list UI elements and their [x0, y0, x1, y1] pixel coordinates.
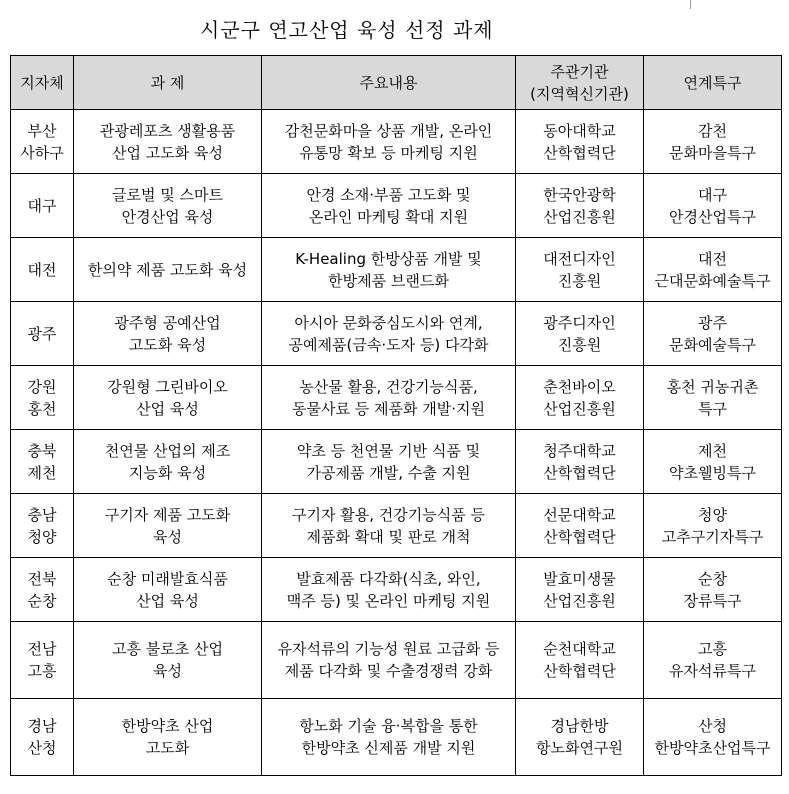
task-text: 육성: [153, 527, 182, 546]
cell-agency: [516, 174, 644, 238]
agency-text: 선문대학교: [543, 505, 616, 524]
task-text: 고도화: [145, 739, 190, 757]
cell-agency: [516, 430, 644, 494]
table-row: [11, 366, 782, 430]
region-text: 강원: [27, 377, 57, 396]
task-text: 안경산업 육성: [121, 207, 214, 226]
cell-task: [74, 430, 262, 494]
agency-text: 청주대학교: [543, 441, 616, 460]
region-text: 경남: [27, 717, 57, 735]
header-region: 지자체: [11, 56, 74, 110]
task-text: 천연물 산업의 제조: [104, 441, 231, 460]
zone-text: 대전: [698, 249, 727, 268]
zone-text: 감천: [698, 121, 727, 140]
task-text: 산업 육성: [136, 399, 199, 418]
cell-region: [11, 430, 74, 494]
header-agency-line2: (지역혁신기관): [530, 84, 629, 103]
region-text: 전북: [27, 569, 57, 588]
cell-region: [11, 366, 74, 430]
cell-region: [11, 699, 74, 776]
content-text: 한방약초 신제품 개발 지원: [301, 739, 476, 757]
region-text: 고흥: [27, 662, 57, 680]
agency-text: 산학협력단: [543, 662, 616, 680]
content-text: 발효제품 다각화(식초, 와인,: [296, 569, 481, 588]
content-text: 약초 등 천연물 기반 식품 및: [296, 441, 481, 460]
project-table: [10, 55, 782, 776]
agency-text: 산업진흥원: [543, 399, 616, 418]
cell-zone: [644, 366, 782, 430]
cell-region: [11, 558, 74, 622]
task-text: 구기자 제품 고도화: [104, 505, 231, 524]
region-text: 전남: [27, 640, 57, 658]
cell-agency: [516, 494, 644, 558]
cell-agency: [516, 238, 644, 302]
cell-content: [262, 174, 516, 238]
zone-text: 한방약초산업특구: [654, 739, 771, 757]
zone-text: 광주: [698, 313, 727, 332]
table-row: [11, 558, 782, 622]
cell-content: [262, 622, 516, 699]
zone-text: 약초웰빙특구: [669, 463, 756, 482]
task-text: 고흥 불로초 산업: [112, 640, 223, 658]
table-row: [11, 302, 782, 366]
agency-text: 산업진흥원: [543, 207, 616, 226]
cell-task: [74, 699, 262, 776]
zone-text: 고추구기자특구: [661, 527, 764, 546]
cell-task: [74, 494, 262, 558]
content-text: 맥주 등) 및 온라인 마케팅 지원: [286, 591, 491, 610]
agency-text: 산업진흥원: [543, 591, 616, 610]
table-row: [11, 622, 782, 699]
agency-text: 춘천바이오: [543, 377, 616, 396]
cell-zone: [644, 430, 782, 494]
cell-region: [11, 622, 74, 699]
agency-text: 항노화연구원: [536, 739, 623, 757]
page-title: 시군구 연고산업 육성 선정 과제: [200, 18, 494, 42]
header-agency: [516, 56, 644, 110]
header-zone: 연계특구: [644, 56, 782, 110]
content-text: 공예제품(금속·도자 등) 다각화: [288, 335, 489, 354]
cell-task: [74, 174, 262, 238]
cell-task: [74, 238, 262, 302]
agency-text: 산학협력단: [543, 143, 616, 162]
cell-agency: [516, 622, 644, 699]
region-text: 부산: [27, 121, 57, 140]
zone-text: 문화예술특구: [669, 335, 756, 354]
table-row: [11, 699, 782, 776]
region-text: 충남: [27, 505, 57, 524]
agency-text: 대전디자인: [543, 249, 616, 268]
cell-region: [11, 238, 74, 302]
task-text: 지능화 육성: [128, 463, 207, 482]
region-text: 광주: [27, 324, 57, 343]
agency-text: 경남한방: [550, 717, 609, 735]
table-row: [11, 110, 782, 174]
zone-text: 제천: [698, 441, 727, 460]
region-text: 제천: [27, 463, 57, 482]
cell-content: [262, 238, 516, 302]
cell-task: [74, 110, 262, 174]
agency-text: 산학협력단: [543, 527, 616, 546]
cell-zone: [644, 174, 782, 238]
table-row: [11, 238, 782, 302]
agency-text: 광주디자인: [543, 313, 616, 332]
region-text: 대전: [27, 260, 57, 279]
cell-zone: [644, 622, 782, 699]
zone-text: 청양: [698, 505, 727, 524]
zone-text: 홍천 귀농귀촌: [666, 377, 759, 396]
cell-zone: [644, 110, 782, 174]
cell-zone: [644, 699, 782, 776]
content-text: 안경 소재·부품 고도화 및: [306, 185, 471, 204]
region-text: 사하구: [20, 143, 64, 162]
zone-text: 문화마을특구: [669, 143, 756, 162]
content-text: 한방제품 브랜드화: [328, 271, 449, 290]
region-text: 대구: [27, 196, 57, 215]
content-text: 제품화 확대 및 판로 개척: [306, 527, 471, 546]
cell-agency: [516, 558, 644, 622]
cell-zone: [644, 558, 782, 622]
zone-text: 고흥: [698, 640, 727, 658]
content-text: 동물사료 등 제품화 개발·지원: [292, 399, 485, 418]
cell-region: [11, 494, 74, 558]
cell-task: [74, 302, 262, 366]
cell-content: [262, 366, 516, 430]
content-text: 농산물 활용, 건강기능식품,: [299, 377, 478, 396]
cell-region: [11, 174, 74, 238]
cell-zone: [644, 302, 782, 366]
cell-task: [74, 558, 262, 622]
cell-zone: [644, 494, 782, 558]
task-text: 순창 미래발효식품: [107, 569, 228, 588]
cell-task: [74, 622, 262, 699]
cell-content: [262, 494, 516, 558]
agency-text: 순천대학교: [543, 640, 616, 658]
agency-text: 산학협력단: [543, 463, 616, 482]
agency-text: 동아대학교: [543, 121, 616, 140]
header-agency-line1: 주관기관: [550, 62, 609, 81]
cell-agency: [516, 366, 644, 430]
content-text: 유자석류의 기능성 원료 고급화 등: [277, 640, 500, 658]
task-text: 강원형 그린바이오: [107, 377, 228, 396]
cell-content: [262, 302, 516, 366]
zone-text: 대구: [698, 185, 727, 204]
task-text: 글로벌 및 스마트: [112, 185, 223, 204]
table-row: [11, 430, 782, 494]
task-text: 한의약 제품 고도화 육성: [87, 260, 248, 279]
region-text: 청양: [27, 527, 57, 546]
region-text: 충북: [27, 441, 57, 460]
zone-text: 안경산업특구: [669, 207, 756, 226]
agency-text: 발효미생물: [543, 569, 616, 588]
content-text: K-Healing 한방상품 개발 및: [295, 249, 482, 268]
task-text: 고도화 육성: [128, 335, 207, 354]
task-text: 광주형 공예산업: [114, 313, 221, 332]
zone-text: 순창: [698, 569, 727, 588]
cell-region: [11, 302, 74, 366]
zone-text: 산청: [698, 717, 727, 735]
corner-mark: [690, 0, 691, 9]
cell-agency: [516, 699, 644, 776]
cell-content: [262, 430, 516, 494]
content-text: 가공제품 개발, 수출 지원: [306, 463, 471, 482]
header-row: [11, 56, 782, 110]
cell-agency: [516, 302, 644, 366]
content-text: 아시아 문화중심도시와 연계,: [294, 313, 483, 332]
table-row: [11, 174, 782, 238]
region-text: 순창: [27, 591, 57, 610]
content-text: 항노화 기술 융·복합을 통한: [299, 717, 478, 735]
content-text: 구기자 활용, 건강기능식품 등: [292, 505, 485, 524]
task-text: 산업 고도화 육성: [112, 143, 223, 162]
content-text: 제품 다각화 및 수출경쟁력 강화: [284, 662, 493, 680]
zone-text: 근대문화예술특구: [654, 271, 771, 290]
task-text: 육성: [153, 662, 182, 680]
cell-region: [11, 110, 74, 174]
content-text: 유통망 확보 등 마케팅 지원: [299, 143, 478, 162]
table-body: [11, 110, 782, 776]
task-text: 관광레포츠 생활용품: [99, 121, 236, 140]
table-row: [11, 494, 782, 558]
cell-content: [262, 699, 516, 776]
agency-text: 진흥원: [557, 335, 602, 354]
agency-text: 진흥원: [557, 271, 602, 290]
header-content: 주요내용: [262, 56, 516, 110]
content-text: 온라인 마케팅 확대 지원: [308, 207, 469, 226]
content-text: 감천문화마을 상품 개발, 온라인: [284, 121, 493, 140]
agency-text: 한국안광학: [543, 185, 616, 204]
cell-task: [74, 366, 262, 430]
zone-text: 유자석류특구: [669, 662, 756, 680]
zone-text: 장류특구: [683, 591, 742, 610]
cell-zone: [644, 238, 782, 302]
cell-content: [262, 558, 516, 622]
cell-content: [262, 110, 516, 174]
cell-agency: [516, 110, 644, 174]
region-text: 산청: [27, 739, 57, 757]
task-text: 한방약초 산업: [121, 717, 214, 735]
task-text: 산업 육성: [136, 591, 199, 610]
region-text: 홍천: [27, 399, 57, 418]
zone-text: 특구: [698, 399, 727, 418]
header-task: 과 제: [74, 56, 262, 110]
